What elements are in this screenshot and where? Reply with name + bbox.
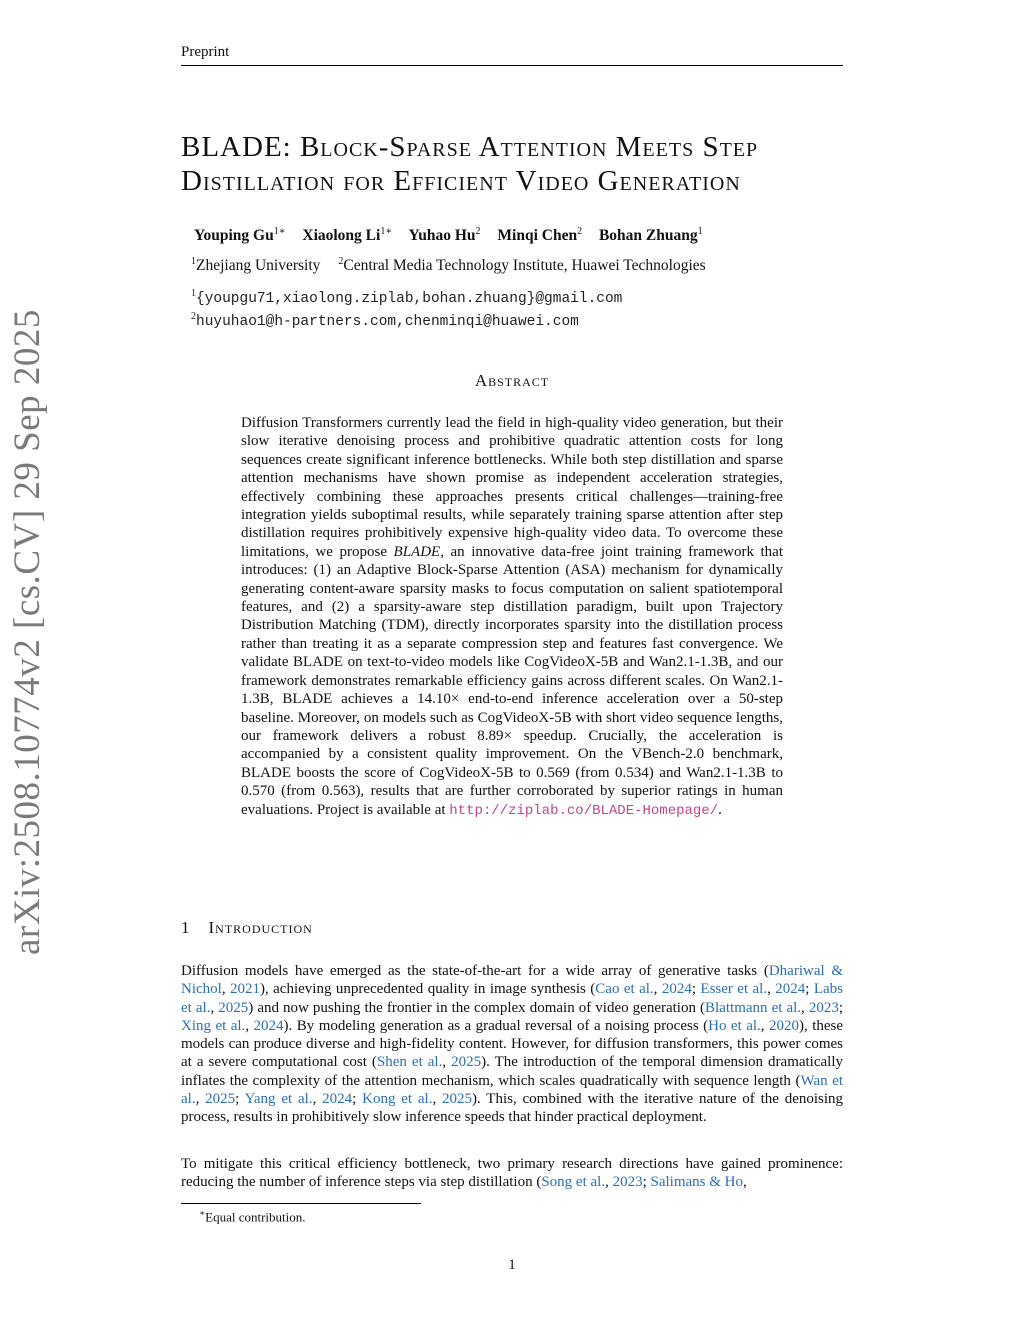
intro-paragraph-1: Diffusion models have emerged as the state-of-the-art for a wide array of generative tasks (Dhariwal & Nichol, 2021), achieving unprecedented quality in image synthesis (Cao et al., 2024; Esser et al., 2024; Labs et al., 2025) and now pushing the frontier in the complex domain of video generation (Blattmann et al., 2023; Xing et al., 2024). By modeling generation as a gradual reversal of a noising process (Ho et al., 2020), these models can produce diverse and high-fidelity content. However, for diffusion transformers, this power comes at a severe computational cost (Shen et al., 2025). The introduction of the temporal dimension dramatically inflates the complexity of the attention mechanism, which scales quadratically with sequence length (Wan et al., 2025; Yang et al., 2024; Kong et al., 2025). This, combined with the iterative nature of the denoising process, results in prohibitively slow inference speeds that hinder practical deployment.: [181, 963, 844, 1126]
citation-link[interactable]: 2025: [218, 999, 249, 1016]
affiliations: $^1$Zhejiang University $^2$Central Media Technology Institute, Huawei Technologies: [191, 256, 706, 275]
page-number: 1: [508, 1257, 516, 1273]
citation-link[interactable]: Xing et al.: [181, 1017, 246, 1034]
abstract-heading: Abstract: [474, 371, 550, 390]
citation-link[interactable]: 2025: [451, 1054, 482, 1071]
affiliation: Zhejiang University: [196, 257, 321, 275]
section-number: 1: [181, 918, 191, 937]
citation-link[interactable]: 2020: [769, 1017, 799, 1034]
citation-link[interactable]: Esser et al.: [700, 981, 768, 998]
title-line-1: BLADE: Block-Sparse Attention Meets Step: [181, 131, 759, 163]
footnote-rule: [181, 1203, 421, 1204]
section-title: Introduction: [208, 918, 313, 937]
citation-link[interactable]: Ho et al.: [708, 1017, 761, 1034]
citation-link[interactable]: 2023: [808, 999, 839, 1016]
citation-link[interactable]: Yang et al.: [244, 1091, 313, 1108]
citation-link[interactable]: Blattmann et al.: [705, 999, 802, 1016]
citation-link[interactable]: 2025: [442, 1091, 473, 1108]
citation-link[interactable]: Song et al.: [541, 1174, 606, 1191]
author-emails: [191, 285, 622, 331]
arxiv-identifier[interactable]: arXiv:2508.10774v2 [cs.CV] 29 Sep 2025: [7, 309, 48, 955]
citation-link[interactable]: 2023: [612, 1174, 643, 1191]
abstract-body: Diffusion Transformers currently lead the field in high-quality video generation, but their slow iterative denoising process and prohibitive quadratic attention costs for long sequences create significant inference bottlenecks. While both step distillation and sparse attention mechanisms have shown promise as independent acceleration strategies, effectively combining these approaches presents critical challenges—training-free integration yields suboptimal results, while separately training sparse attention after step distillation requires prohibitively expensive high-quality video data. To overcome these limitations, we propose BLADE, an innovative data-free joint training framework that introduces: (1) an Adaptive Block-Sparse Attention (ASA) mechanism for dynamically generating content-aware sparsity masks to focus computation on salient spatiotemporal features, and (2) a sparsity-aware step distillation paradigm, built upon Trajectory Distribution Matching (TDM), directly incorporates sparsity into the distillation process rather than treating it as a separate compression step and features fast convergence. We validate BLADE on text-to-video models like CogVideoX-5B and Wan2.1-1.3B, and our framework demonstrates remarkable efficiency gains across different scales. On Wan2.1-1.3B, BLADE achieves a 14.10× end-to-end inference acceleration over a 50-step baseline. Moreover, on models such as CogVideoX-5B with short video sequence lengths, our framework delivers a robust 8.89× speedup. Crucially, the acceleration is accompanied by a consistent quality improvement. On the VBench-2.0 benchmark, BLADE boosts the score of CogVideoX-5B to 0.569 (from 0.534) and Wan2.1-1.3B to 0.570 (from 0.563), results that are further corroborated by superior ratings in human evaluations. Project is available at http://ziplab.co/BLADE-Homepage/.: [241, 415, 783, 819]
author: Yuhao Hu$^2$: [408, 226, 481, 245]
author: Youping $Gu^{1∗}$: [194, 226, 286, 245]
citation-link[interactable]: 2024: [775, 981, 806, 998]
citation-link[interactable]: Salimans & Ho: [650, 1174, 743, 1191]
citation-link[interactable]: 2024: [322, 1091, 353, 1108]
footnote: ∗Equal contribution.: [199, 1208, 306, 1225]
citation-link[interactable]: Wan et al.: [181, 1072, 843, 1108]
citation-link[interactable]: 2021: [229, 981, 260, 998]
intro-paragraph-2: To mitigate this critical efficiency bottleneck, two primary research directions have gained prominence: reducing the number of inference steps via step distillation (Song et al., 2023; Salimans & Ho,: [181, 1156, 843, 1191]
method-name: BLADE: [393, 543, 441, 560]
author: Xiaolong $Li^{1∗}$: [302, 226, 393, 245]
author-list: [194, 226, 716, 245]
citation-link[interactable]: 2024: [661, 981, 692, 998]
citation-link[interactable]: Labs et al.: [181, 981, 844, 1016]
title-line-2: Distillation for Efficient Video Generation: [181, 165, 741, 197]
citation-link[interactable]: Dhariwal & Nichol: [181, 963, 843, 998]
email-line: $^2$huyuhao1@h-partners.com,chenminqi@huawei.com: [191, 310, 579, 330]
citation-link[interactable]: Shen et al.: [376, 1054, 443, 1071]
author: Minqi Chen$^2$: [497, 226, 583, 245]
author: Bohan Zhuang$^1$: [598, 226, 703, 245]
citation-link[interactable]: Cao et al.: [595, 981, 654, 998]
citation-link[interactable]: 2024: [253, 1017, 284, 1034]
section-heading: [181, 918, 313, 938]
citation-link[interactable]: 2025: [205, 1091, 236, 1108]
running-header: Preprint: [181, 44, 843, 66]
paper-title: [181, 130, 846, 198]
project-link[interactable]: http://ziplab.co/BLADE-Homepage/: [449, 802, 719, 819]
email-line: $^1${youpgu71,xiaolong.ziplab,bohan.zhuang}@gmail.com: [191, 288, 623, 307]
affiliation: Central Media Technology Institute, Huawei Technologies: [343, 257, 706, 275]
citation-link[interactable]: Kong et al.: [362, 1091, 433, 1108]
